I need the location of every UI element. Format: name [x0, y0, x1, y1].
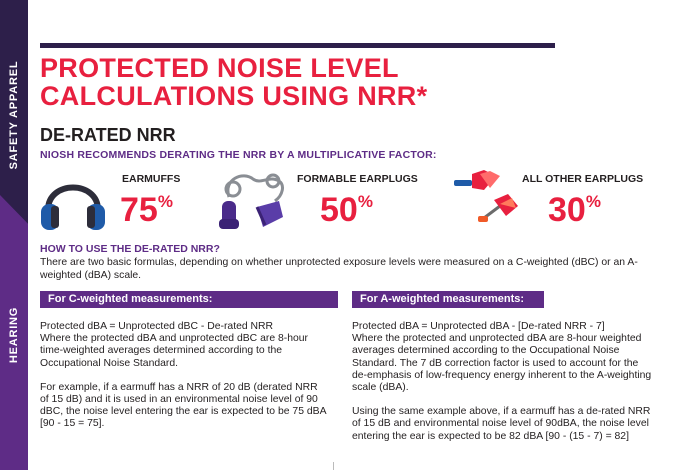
a-weighted-column — [352, 321, 652, 443]
how-to-heading: HOW TO USE THE DE-RATED NRR? — [40, 243, 220, 255]
page-title — [40, 54, 600, 110]
a-weighted-explanation: Where the protected and unprotected dBA are 8-hour weighted averages determined according to the Occupational Noise Standard. The 7 dB correction factor is used to account for the de-emphasis of low-frequency energy inherent to the A-weighting scale (dBA). — [352, 333, 652, 394]
a-weighted-example: Using the same example above, if a earmuff has a de-rated NRR of 15 dB and environmental noise level of 90dBA, the noise level entering the ear is expected to be 82 dBA [90 - (15 - 7) = 82] — [352, 406, 651, 442]
a-weighted-heading-bar — [352, 291, 544, 308]
all-other-earplugs-value: 30 — [548, 191, 586, 229]
c-weighted-heading-bar — [40, 291, 338, 308]
all-other-earplugs-unit: % — [585, 192, 601, 211]
earmuffs-label: EARMUFFS — [122, 173, 181, 185]
c-weighted-formula-paragraph — [40, 321, 328, 370]
a-weighted-formula-paragraph — [352, 321, 652, 394]
top-rule — [40, 43, 555, 48]
formable-earplugs-label: FORMABLE EARPLUGS — [297, 173, 418, 185]
side-label-hearing: HEARING — [8, 306, 20, 364]
page-title-line2: CALCULATIONS USING NRR* — [40, 81, 428, 111]
earmuffs-unit: % — [157, 192, 173, 211]
column-divider — [333, 462, 334, 470]
how-to-intro: There are two basic formulas, depending on whether unprotected exposure levels were measured on a C-weighted (dBC) or an A-weighted (dBA) scale. — [40, 257, 638, 281]
formable-earplugs-unit: % — [357, 192, 373, 211]
c-weighted-example: For example, if a earmuff has a NRR of 20 dB (derated NRR of 15 dB) and it is used in an environmental noise level of 90 dBC, the noise level entering the ear is expected to be 75 dBA [90 - 15 = 75]. — [40, 381, 326, 430]
derated-heading: DE-RATED NRR — [40, 125, 176, 145]
c-weighted-explanation: Where the protected dBA and unprotected dBC are 8-hour time-weighted averages determined according to the Occupational Noise Standard. — [40, 333, 309, 369]
earmuffs-value: 75 — [120, 191, 158, 229]
all-other-earplugs-label: ALL OTHER EARPLUGS — [522, 173, 644, 185]
niosh-subheading: NIOSH RECOMMENDS DERATING THE NRR BY A MULTIPLICATIVE FACTOR: — [40, 149, 437, 161]
c-weighted-column — [40, 321, 328, 431]
side-label-safety-apparel: SAFETY APPAREL — [8, 60, 20, 170]
earmuffs-icon — [38, 170, 108, 232]
formable-earplugs-percent — [320, 193, 373, 233]
side-tab-slant — [0, 195, 28, 255]
a-weighted-heading: For A-weighted measurements: — [360, 293, 525, 305]
formable-earplugs-value: 50 — [320, 191, 358, 229]
formable-earplugs-icon — [213, 167, 291, 233]
page-title-line1: PROTECTED NOISE LEVEL — [40, 53, 399, 83]
earmuffs-percent — [120, 193, 173, 233]
a-weighted-formula: Protected dBA = Unprotected dBA - [De-rated NRR - 7] — [352, 321, 605, 332]
earplugs-icon — [450, 166, 530, 234]
all-other-earplugs-percent — [548, 193, 601, 233]
c-weighted-heading: For C-weighted measurements: — [48, 293, 213, 305]
c-weighted-formula: Protected dBA = Unprotected dBC - De-rated NRR — [40, 321, 274, 332]
